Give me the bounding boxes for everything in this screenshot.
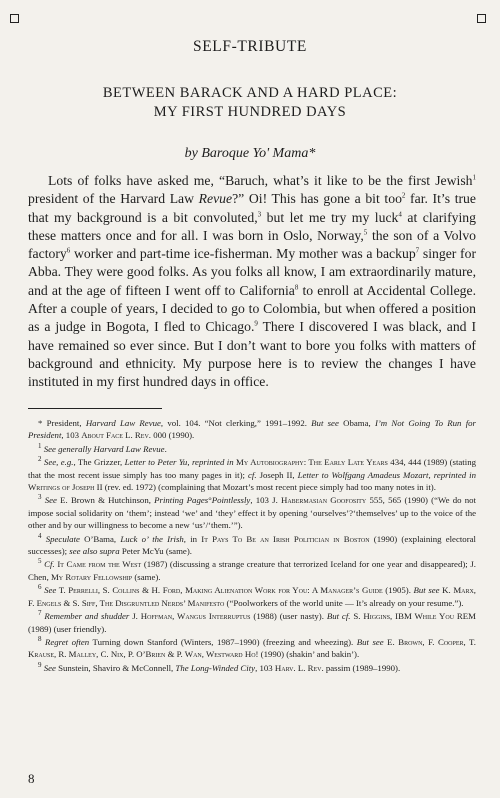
article-title-line-1: BETWEEN BARACK AND A HARD PLACE: bbox=[102, 85, 398, 101]
footnote-1: $^1$ See generally Harvard Law Revue. bbox=[38, 441, 167, 454]
footnote-ref: 3 bbox=[257, 210, 262, 219]
body-text: Lots of folks have asked me, “Baruch, what’s it like to be the first Jewish bbox=[48, 173, 473, 188]
footnote-5: $^5$ Cf. It Came from the West (1987) (discussing a strange creature that terrorized Iceland for one year and disappeared); J. Chen, My Rotary Fellowship (same). bbox=[28, 557, 476, 582]
body-text: to enroll at Accidental College. After a couple of years, I decided to go to Colombia, but when offered a position as a judge in Bogota, I fled to Chicago. bbox=[28, 282, 476, 335]
body-text-italic: Revue bbox=[198, 191, 233, 207]
footnote-ref: 1 bbox=[472, 173, 476, 182]
body-text: president of the Harvard Law bbox=[28, 191, 199, 207]
footnote-3: $^3$ See E. Brown & Hutchinson, Printing Pages°Pointlessly, 103 J. Habermasian Goofosity 555, 565 (1990) (“We do not impose social solidarity on ‘them’; instead ‘we’ and ‘they’ effect it by opening ‘ourselves’?‘themselves’ up to the voice of the other and by our willingness to become a new ‘us’/‘them.’”). bbox=[28, 493, 476, 531]
body-text: the son of a Volvo factory bbox=[28, 227, 477, 262]
body-text: There I discovered I was black, and I have remained so ever since. But I don’t want to bore you folks with matters of background and ethnicity. My purpose here is to review the changes I have instituted in my first hundred days in office. bbox=[28, 319, 476, 390]
footnote-ref: 2 bbox=[401, 191, 406, 200]
footnote-ref: 8 bbox=[294, 283, 299, 292]
footnote-9: $^9$ See Sunstein, Shaviro & McConnell, The Long-Winded City, 103 Harv. L. Rev. passim (1989–1990). bbox=[38, 660, 401, 673]
footnote-ref: 7 bbox=[415, 246, 420, 255]
footnote-ref: 6 bbox=[66, 246, 71, 255]
corner-mark-left bbox=[10, 14, 19, 23]
corner-mark-right bbox=[477, 14, 486, 23]
footnote-author: * President, Harvard Law Revue, vol. 104. “Not clerking,” 1991–1992. But see Obama, I’m Not Going To Run for President, 103 About Face L. Rev. 000 (1990). bbox=[28, 418, 476, 441]
body-text: ?” Oi! This has gone a bit too bbox=[232, 191, 402, 207]
body-paragraph bbox=[28, 172, 476, 392]
body-text: worker and part-time ice-fisherman. My mother was a backup bbox=[70, 246, 416, 262]
footnote-divider bbox=[28, 408, 162, 409]
article-title-line-2: MY FIRST HUNDRED DAYS bbox=[153, 104, 347, 120]
article-title bbox=[0, 84, 500, 122]
body-text: far. It’s true that my background is a bit convoluted, bbox=[28, 191, 476, 225]
footnote-ref: 4 bbox=[398, 210, 402, 219]
footnote-6: $^6$ See T. Perrelli, S. Collins & H. Ford, Making Alienation Work for You: A Manager’s Guide (1905). But see K. Marx, F. Engels & S. Siff, The Disgruntled Nerds’ Manifesto (“Poolworkers of the world unite — It’s already on your resume.”). bbox=[28, 583, 477, 608]
body-text: singer for Abba. They were good folks. As you folks all know, I am extraordinarily mature, and at the age of fifteen I went off to California bbox=[28, 246, 476, 298]
footnotes bbox=[28, 417, 476, 675]
footnote-7: $^7$ Remember and shudder J. Hoffman, Wangus Interruptus (1988) (user nasty). But cf. S. Higgins, IBM While You REM (1989) (user friendly). bbox=[28, 609, 476, 634]
footnote-2: $^2$ See, e.g., The Grizzer, Letter to Peter Yu, reprinted in My Autobiography: The Early Late Years 434, 444 (1989) (stating that the most recent issue simply has too many pages in it); cf. Joseph II, Letter to Wolfgang Amadeus Mozart, reprinted in Writings of Joseph II (rev. ed. 1972) (complaining that Mozart’s most recent piece simply had too many notes in it). bbox=[28, 455, 476, 493]
page-number: 8 bbox=[28, 771, 35, 786]
footnote-ref: 5 bbox=[363, 228, 368, 237]
section-title: SELF-TRIBUTE bbox=[193, 38, 307, 55]
byline: by Baroque Yo' Mama* bbox=[184, 146, 316, 161]
body-text: at clarifying these matters once and for all. I was born in Oslo, Norway, bbox=[28, 209, 476, 243]
footnote-8: $^8$ Regret often Turning down Stanford (Winters, 1987–1990) (freezing and wheezing). But see E. Brown, F. Cooper, T. Krause, R. Malley, C. Nix, P. O’Brien & P. Wan, Westward Ho! (1990) (shakin’ and bakin’). bbox=[28, 634, 476, 660]
body-text: but let me try my luck bbox=[261, 209, 399, 225]
footnote-4: $^4$ Speculate O’Bama, Luck o’ the Irish, in It Pays To Be an Irish Politician in Boston (1990) (explaining electoral successes); see also supra Peter McYu (same). bbox=[28, 531, 476, 557]
footnote-ref: 9 bbox=[254, 319, 258, 328]
